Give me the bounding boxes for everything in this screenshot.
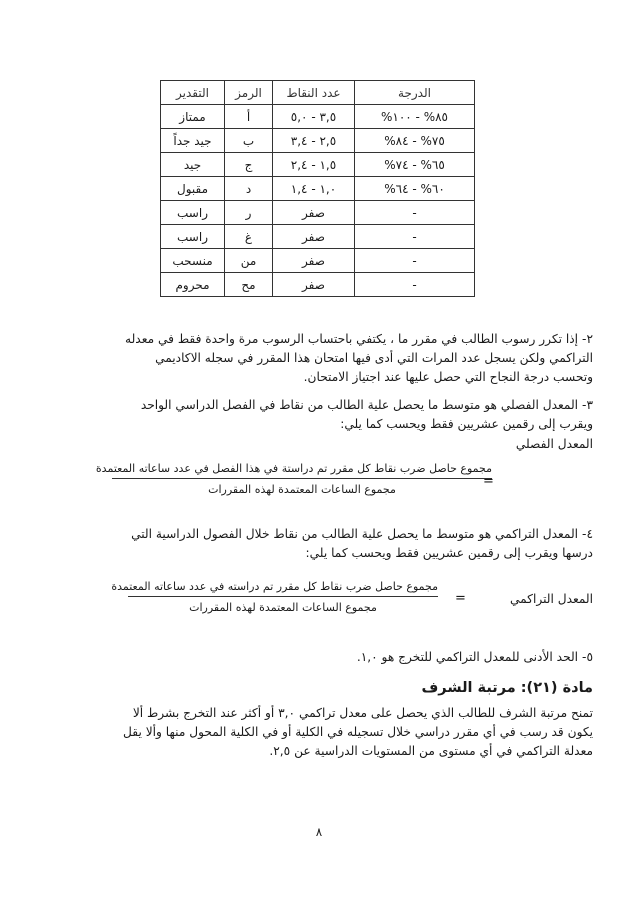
item-line: المعدل التراكمي هو متوسط ما يحصل علية الطالب من نقاط خلال الفصول الدراسية التي	[131, 527, 579, 541]
item-line: الحد الأدنى للمعدل التراكمي للتخرج هو ١,٠.	[356, 650, 579, 664]
cell-points: صفر	[273, 249, 355, 273]
fraction-denominator: مجموع الساعات المعتمدة لهذه المقررات	[208, 483, 396, 496]
semester-gpa-fraction	[95, 462, 492, 496]
cell-degree: ٨٥% - ١٠٠%	[355, 105, 475, 129]
cell-symbol: ج	[225, 153, 273, 177]
cell-degree: -	[355, 273, 475, 297]
table-header-row	[161, 81, 475, 105]
cell-points: ٣,٥ - ٥,٠	[273, 105, 355, 129]
cell-points: ١,٥ - ٢,٤	[273, 153, 355, 177]
cell-symbol: مح	[225, 273, 273, 297]
cell-points: ١,٠ - ١,٤	[273, 177, 355, 201]
cell-symbol: د	[225, 177, 273, 201]
item-number: ٣-	[582, 398, 593, 412]
fraction-numerator: مجموع حاصل ضرب نقاط كل مقرر تم دراسته في عدد ساعاته المعتمدة	[128, 580, 438, 597]
item-line: ويقرب إلى رقمين عشريين فقط ويحسب كما يلي:	[340, 417, 593, 431]
cell-evaluation: جيد جداً	[161, 129, 225, 153]
cell-degree: ٦٠% - ٦٤%	[355, 177, 475, 201]
cell-evaluation: راسب	[161, 225, 225, 249]
article-line: معدلة التراكمي في أي مستوى من المستويات الدراسية عن ٢,٥.	[269, 744, 593, 758]
fraction-numerator: مجموع حاصل ضرب نقاط كل مقرر تم دراستة في هذا الفصل في عدد ساعاته المعتمدة	[112, 462, 492, 479]
cumulative-gpa-label: المعدل التراكمي	[509, 592, 593, 606]
item-number: ٢-	[582, 332, 593, 346]
table-row	[161, 225, 475, 249]
cell-symbol: ر	[225, 201, 273, 225]
equals-sign: =	[483, 474, 494, 489]
table-row	[161, 201, 475, 225]
table-row	[161, 249, 475, 273]
item-5	[37, 648, 593, 667]
cumulative-gpa-fraction	[111, 580, 438, 614]
item-2	[37, 330, 593, 387]
table-row	[161, 129, 475, 153]
table-row	[161, 153, 475, 177]
article-body	[37, 704, 593, 761]
cell-evaluation: جيد	[161, 153, 225, 177]
item-number: ٥-	[582, 650, 593, 664]
article-title: مادة (٢١): مرتبة الشرف	[421, 680, 593, 696]
item-number: ٤-	[582, 527, 593, 541]
cell-evaluation: منسحب	[161, 249, 225, 273]
cell-points: صفر	[273, 201, 355, 225]
cell-evaluation: ممتاز	[161, 105, 225, 129]
cell-symbol: غ	[225, 225, 273, 249]
item-4	[37, 525, 593, 563]
item-line: درسها ويقرب إلى رقمين عشريين فقط ويحسب كما يلي:	[305, 546, 593, 560]
cell-evaluation: راسب	[161, 201, 225, 225]
fraction-denominator: مجموع الساعات المعتمدة لهذه المقررات	[189, 601, 377, 614]
header-symbol: الرمز	[225, 81, 273, 105]
cell-evaluation: محروم	[161, 273, 225, 297]
cell-degree: ٧٥% - ٨٤%	[355, 129, 475, 153]
cell-points: صفر	[273, 273, 355, 297]
table-row	[161, 177, 475, 201]
table-row	[161, 273, 475, 297]
cell-evaluation: مقبول	[161, 177, 225, 201]
cell-points: ٢,٥ - ٣,٤	[273, 129, 355, 153]
header-degree: الدرجة	[355, 81, 475, 105]
item-line: المعدل الفصلي هو متوسط ما يحصل علية الطالب من نقاط في الفصل الدراسي الواحد	[140, 398, 579, 412]
article-line: تمنح مرتبة الشرف للطالب الذي يحصل على معدل تراكمي ٣,٠ أو أكثر عند التخرج بشرط ألا	[132, 706, 593, 720]
semester-gpa-label: المعدل الفصلي	[515, 437, 593, 451]
item-line: التراكمي ولكن يسجل عدد المرات التي أدى فيها امتحان هذا المقرر في سجله الاكاديمي	[155, 351, 593, 365]
cell-symbol: أ	[225, 105, 273, 129]
article-line: يكون قد رسب في أي مقرر دراسي خلال تسجيله في الكلية أو في الكلية المحول منها وألا يقل	[123, 725, 593, 739]
header-evaluation: التقدير	[161, 81, 225, 105]
item-line: إذا تكرر رسوب الطالب في مقرر ما ، يكتفي باحتساب الرسوب مرة واحدة فقط في معدله	[125, 332, 579, 346]
equals-sign: =	[455, 591, 466, 606]
cell-degree: -	[355, 249, 475, 273]
table-row	[161, 105, 475, 129]
grade-table	[160, 80, 475, 297]
cell-points: صفر	[273, 225, 355, 249]
header-points: عدد النقاط	[273, 81, 355, 105]
cell-symbol: ب	[225, 129, 273, 153]
cell-degree: -	[355, 225, 475, 249]
cell-degree: -	[355, 201, 475, 225]
cell-symbol: من	[225, 249, 273, 273]
item-line: وتحسب درجة النجاح التي حصل عليها عند اجتياز الامتحان.	[303, 370, 593, 384]
item-3	[37, 396, 593, 434]
cell-degree: ٦٥% - ٧٤%	[355, 153, 475, 177]
page-number: ٨	[315, 825, 323, 839]
